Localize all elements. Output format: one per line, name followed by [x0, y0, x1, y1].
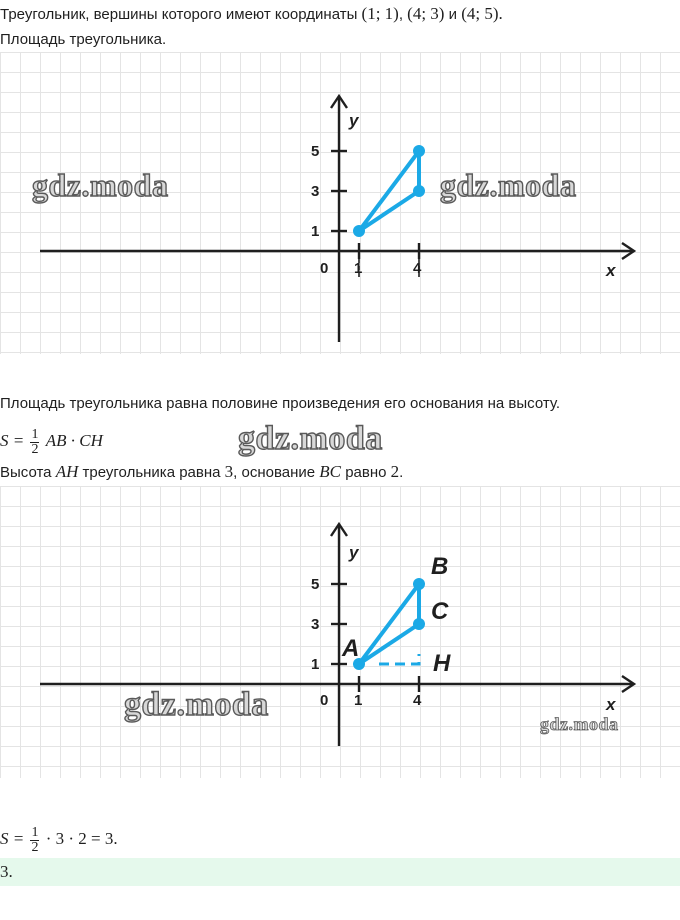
formula-lhs: S =	[0, 431, 25, 450]
origin-label: 0	[320, 692, 329, 709]
y-label-1: 1	[311, 223, 320, 240]
var-bc: BC	[319, 462, 342, 481]
calc-rhs: · 3 · 2 = 3.	[45, 829, 118, 848]
watermark: gdz.moda	[32, 167, 169, 203]
vertex-point-4-3	[413, 185, 425, 197]
y-label-5: 5	[311, 576, 320, 593]
y-axis-label: y	[349, 111, 359, 130]
frac-num: 1	[31, 426, 39, 442]
area-calculation	[0, 824, 118, 855]
frac-den: 2	[31, 839, 39, 855]
watermark: gdz.moda	[238, 420, 383, 457]
x-axis-label: x	[606, 261, 616, 280]
x-label-4: 4	[413, 692, 422, 709]
point-c	[413, 618, 425, 630]
vertex-point-1-1	[353, 225, 365, 237]
area-formula	[0, 426, 103, 457]
value-3: 3	[224, 462, 234, 481]
y-label-5: 5	[311, 143, 320, 160]
watermark-small: gdz.moda	[540, 714, 619, 734]
answer-value: 3.	[0, 862, 13, 881]
x-label-1: 1	[354, 692, 363, 709]
point-label-c: C	[431, 598, 449, 625]
coordinate-plot-2	[0, 486, 680, 778]
text: Высота	[0, 464, 52, 481]
conjunction: и	[448, 6, 458, 23]
point-label-a: A	[342, 635, 360, 662]
x-label-1: 1	[354, 260, 363, 277]
frac-num: 1	[31, 824, 39, 840]
calc-lhs: S =	[0, 829, 25, 848]
value-2: 2	[390, 462, 400, 481]
solution-line-1: Площадь треугольника равна половине произведения его основания на высоту.	[0, 395, 561, 412]
text: , основание	[233, 464, 316, 481]
point-b	[413, 578, 425, 590]
var-ah: AH	[55, 462, 79, 481]
coord-1: (1; 1)	[361, 4, 399, 23]
problem-text: Треугольник, вершины которого имеют координаты	[0, 6, 358, 23]
vertex-point-4-5	[413, 145, 425, 157]
x-label-4: 4	[413, 260, 422, 277]
coord-2: (4; 3)	[407, 4, 445, 23]
y-label-3: 3	[311, 616, 320, 633]
point-label-b: B	[431, 553, 449, 580]
watermark: gdz.moda	[440, 167, 577, 203]
solution-line-3	[0, 462, 403, 483]
height-ah-dashed	[379, 654, 419, 664]
point-label-h: H	[433, 650, 451, 677]
formula-rhs: AB · CH	[45, 431, 103, 450]
fraction-half	[30, 428, 39, 457]
period: .	[498, 4, 503, 23]
answer-box	[0, 858, 680, 886]
watermark: gdz.moda	[124, 686, 269, 723]
fraction-half	[30, 826, 39, 855]
text: равно	[345, 464, 387, 481]
problem-statement	[0, 4, 503, 25]
text: .	[399, 464, 404, 481]
x-axis-label: x	[606, 695, 616, 714]
y-label-1: 1	[311, 656, 320, 673]
coord-3: (4; 5)	[461, 4, 499, 23]
y-axis-label: y	[349, 543, 359, 562]
origin-label: 0	[320, 260, 329, 277]
frac-den: 2	[31, 441, 39, 457]
triangle	[359, 151, 419, 231]
triangle-abc	[359, 584, 419, 664]
separator: ,	[398, 6, 403, 23]
y-label-3: 3	[311, 183, 320, 200]
problem-question: Площадь треугольника.	[0, 31, 167, 48]
coordinate-plot-1	[0, 52, 680, 354]
text: треугольника равна	[82, 464, 221, 481]
